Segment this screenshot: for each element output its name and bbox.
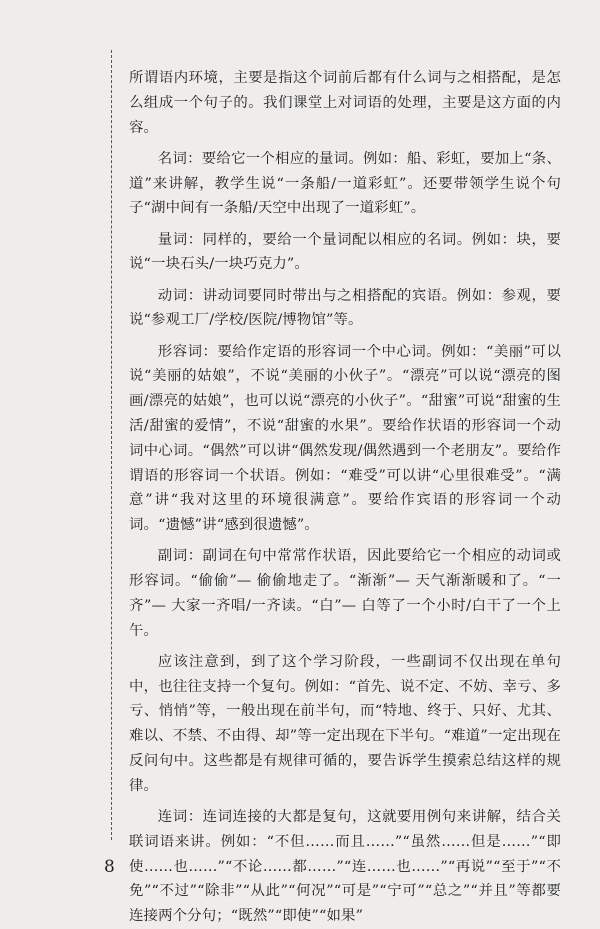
page-number: 8 [104, 857, 115, 877]
paragraph-3: 量词：同样的，要给一个量词配以相应的名词。例如：块，要说“一块石头/一块巧克力”。 [129, 231, 561, 273]
paragraph-6: 副词：副词在句中常常作状语，因此要给它一个相应的动词或形容词。“偷偷”— 偷偷地走了。“渐渐”— 天气渐渐暖和了。“一齐”— 大家一齐唱/一齐读。“白”— 白等了一个小时/白干了一个上午。 [129, 548, 561, 639]
paragraph-7: 应该注意到，到了这个学习阶段，一些副词不仅出现在单句中，也往往支持一个复句。例如：“首先、说不定、不妨、幸亏、多亏、悄悄”等，一般出现在前半句，而“特地、终于、只好、尤其、难以、不禁、不由得、却”等一定出现在下半句。“难道”一定出现在反问句中。这些都是有规律可循的，要告诉学生摸索总结这样的规律。 [129, 653, 561, 794]
paragraph-4: 动词：讲动词要同时带出与之相搭配的宾语。例如：参观，要说“参观工厂/学校/医院/博物馆”等。 [129, 287, 561, 329]
paragraph-8: 连词：连词连接的大都是复句，这就要用例句来讲解，结合关联词语来讲。例如：“不但……而且……”“虽然……但是……”“即使……也……”“不论……都……”“连……也……”“再说”“至于”“不免”“不过”“除非”“从此”“何况”“可是”“宁可”“总之”“并且”等都要连接两个分句；“既然”“即使”“如果” [129, 809, 561, 925]
paragraph-5: 形容词：要给作定语的形容词一个中心词。例如：“美丽”可以说“美丽的姑娘”，不说“美丽的小伙子”。“漂亮”可以说“漂亮的图画/漂亮的姑娘”，也可以说“漂亮的小伙子”。“甜蜜”可说“甜蜜的生活/甜蜜的爱情”，不说“甜蜜的水果”。要给作状语的形容词一个动词中心词。“偶然”可以讲“偶然发现/偶然遇到一个老朋友”。要给作谓语的形容词一个状语。例如：“难受”可以讲“心里很难受”。“满意”讲“我对这里的环境很满意”。要给作宾语的形容词一个动词。“遗憾”讲“感到很遗憾”。 [129, 343, 561, 534]
paragraph-1: 所谓语内环境，主要是指这个词前后都有什么词与之相搭配，是怎么组成一个句子的。我们课堂上对词语的处理，主要是这方面的内容。 [129, 70, 561, 136]
paragraph-2: 名词：要给它一个相应的量词。例如：船、彩虹，要加上“条、道”来讲解，教学生说“一条船/一道彩虹”。还要带领学生说个句子“湖中间有一条船/天空中出现了一道彩虹”。 [129, 150, 561, 217]
margin-dashed-line [111, 50, 112, 840]
body-text [129, 66, 561, 929]
